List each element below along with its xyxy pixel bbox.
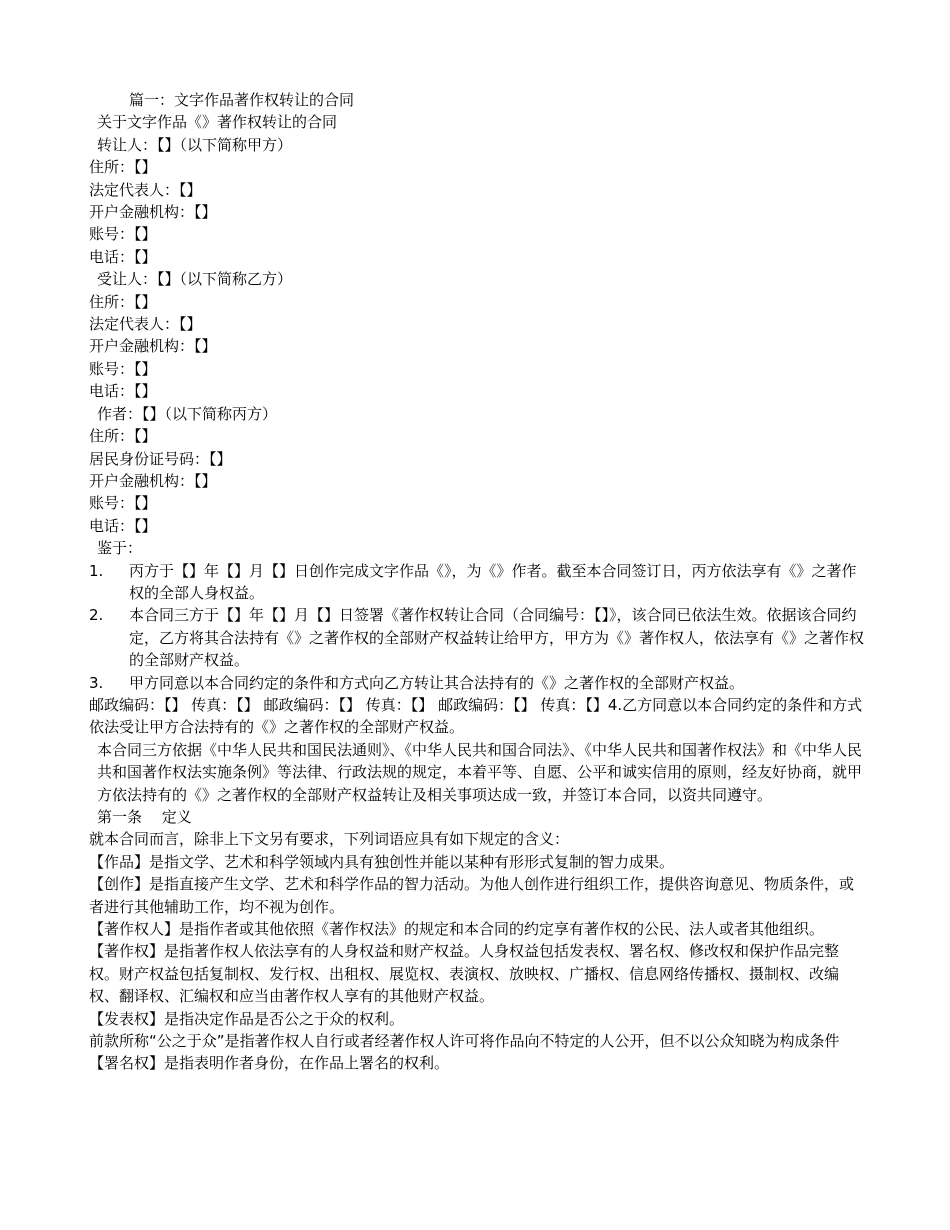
party-a-phone: 电话：【】 xyxy=(89,247,157,266)
whereas-item xyxy=(89,604,865,671)
definition-item: 【发表权】是指决定作品是否公之于众的权利。 xyxy=(89,1009,405,1028)
party-b-rep: 法定代表人：【】 xyxy=(89,315,202,334)
definition-item: 【著作权人】是指作者或其他依照《著作权法》的规定和本合同的约定享有著作权的公民、法人或者其他组织。 xyxy=(89,920,825,939)
definition-item: 【著作权】是指著作权人依法享有的人身权益和财产权益。人身权益包括发表权、署名权、修改权和保护作品完整权。财产权益包括复制权、发行权、出租权、展览权、表演权、放映权、广播权、信息网络传播权、摄制权、改编权、翻译权、汇编权和应当由著作权人享有的其他财产权益。 xyxy=(89,942,840,1006)
party-b-address: 住所：【】 xyxy=(89,292,157,311)
party-a-rep: 法定代表人：【】 xyxy=(89,180,202,199)
party-c-bank: 开户金融机构：【】 xyxy=(89,471,217,490)
whereas-item xyxy=(89,672,865,694)
article-1-intro: 就本合同而言，除非上下文另有要求，下列词语应具有如下规定的含义： xyxy=(89,830,570,849)
whereas-item-number: 2. xyxy=(89,606,104,625)
whereas-item-text: 甲方同意以本合同约定的条件和方式向乙方转让其合法持有的《》之著作权的全部财产权益。 xyxy=(129,673,745,692)
contract-preamble: 本合同三方依据《中华人民共和国民法通则》、《中华人民共和国合同法》、《中华人民共和国著作权法》和《中华人民共和国著作权法实施条例》等法律、行政法规的规定，本着平等、自愿、公平和诚实信用的原则，经友好协商，就甲方依法持有的《》之著作权的全部财产权益转让及相关事项达成一致，并签订本合同，以资共同遵守。 xyxy=(97,740,863,804)
whereas-item-number: 3. xyxy=(89,673,104,692)
party-b-bank: 开户金融机构：【】 xyxy=(89,337,217,356)
party-c-phone: 电话：【】 xyxy=(89,516,157,535)
whereas-item-text: 本合同三方于【】年【】月【】日签署《著作权转让合同（合同编号：【】》，该合同已依法生效。依据该合同约定，乙方将其合法持有《》之著作权的全部财产权益转让给甲方，甲方为《》著作权人，依法享有《》之著作权的全部财产权益。 xyxy=(129,606,865,670)
party-a-address: 住所：【】 xyxy=(89,158,157,177)
party-a-bank: 开户金融机构：【】 xyxy=(89,203,217,222)
party-c-id: 居民身份证号码：【】 xyxy=(89,449,232,468)
party-c-account: 账号：【】 xyxy=(89,494,157,513)
document-page xyxy=(89,89,865,1075)
whereas-item xyxy=(89,560,865,605)
definition-item: 前款所称“公之于众”是指著作权人自行或者经著作权人许可将作品向不特定的人公开，但不以公众知晓为构成条件 xyxy=(89,1032,840,1051)
party-c-address: 住所：【】 xyxy=(89,427,157,446)
definition-item: 【署名权】是指表明作者身份，在作品上署名的权利。 xyxy=(89,1054,450,1073)
party-b-header: 受让人：【】（以下简称乙方） xyxy=(97,270,293,289)
definition-item: 【创作】是指直接产生文学、艺术和科学作品的智力活动。为他人创作进行组织工作，提供咨询意见、物质条件，或者进行其他辅助工作，均不视为创作。 xyxy=(89,875,855,916)
contract-subtitle: 关于文字作品《》著作权转让的合同 xyxy=(97,113,338,132)
article-1-heading: 第一条 定义 xyxy=(97,808,192,826)
party-b-phone: 电话：【】 xyxy=(89,382,157,401)
party-a-account: 账号：【】 xyxy=(89,225,157,244)
party-b-account: 账号：【】 xyxy=(89,359,157,378)
definition-item: 【作品】是指文学、艺术和科学领域内具有独创性并能以某种有形形式复制的智力成果。 xyxy=(89,852,675,871)
document-title: 篇一：文字作品著作权转让的合同 xyxy=(129,91,355,109)
postal-fax-line: 邮政编码：【】 传真：【】 邮政编码：【】 传真：【】 邮政编码：【】 传真：【】4.乙方同意以本合同约定的条件和方式依法受让甲方合法持有的《》之著作权的全部财产权益。 xyxy=(89,695,863,737)
whereas-item-text: 丙方于【】年【】月【】日创作完成文字作品《》，为《》作者。截至本合同签订日，丙方依法享有《》之著作权的全部人身权益。 xyxy=(129,561,857,602)
whereas-label: 鉴于： xyxy=(97,539,143,558)
party-c-header: 作者：【】（以下简称丙方） xyxy=(97,404,278,423)
party-a-header: 转让人：【】（以下简称甲方） xyxy=(97,135,293,154)
whereas-item-number: 1. xyxy=(89,561,104,580)
